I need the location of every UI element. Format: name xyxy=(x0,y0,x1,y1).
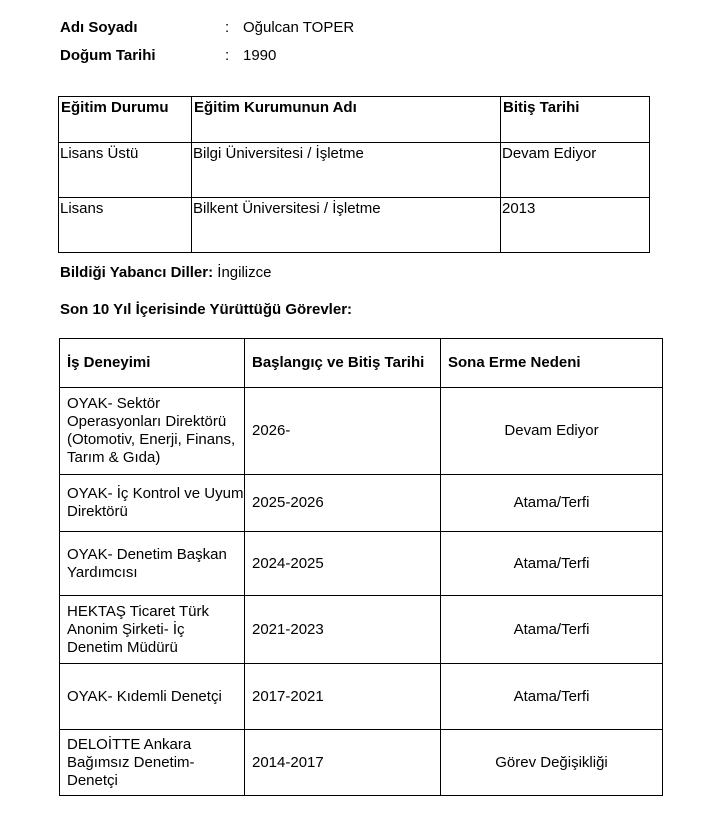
table-row xyxy=(60,532,663,596)
experience-job-cell: OYAK- Denetim Başkan Yardımcısı xyxy=(60,532,245,596)
table-row xyxy=(60,388,663,475)
experience-header-dates: Başlangıç ve Bitiş Tarihi xyxy=(245,339,441,388)
experience-job-cell: DELOİTTE Ankara Bağımsız Denetim- Denetçi xyxy=(60,730,245,796)
experience-job-cell: OYAK- İç Kontrol ve Uyum Direktörü xyxy=(60,475,245,532)
education-status-cell: Lisans xyxy=(59,198,192,253)
table-row xyxy=(59,143,650,198)
education-end-date-cell: Devam Ediyor xyxy=(501,143,650,198)
experience-dates-cell: 2025-2026 xyxy=(245,475,441,532)
languages-value: İngilizce xyxy=(217,264,272,281)
experience-job-cell: OYAK- Sektör Operasyonları Direktörü (Otomotiv, Enerji, Finans, Tarım & Gıda) xyxy=(60,388,245,475)
education-header-status: Eğitim Durumu xyxy=(59,97,192,143)
birth-value: 1990 xyxy=(243,47,277,64)
experience-job-cell: HEKTAŞ Ticaret Türk Anonim Şirketi- İç Denetim Müdürü xyxy=(60,596,245,664)
experience-header-reason: Sona Erme Nedeni xyxy=(441,339,663,388)
experience-reason-cell: Atama/Terfi xyxy=(441,475,663,532)
experience-header-job: İş Deneyimi xyxy=(60,339,245,388)
experience-reason-cell: Atama/Terfi xyxy=(441,664,663,730)
experience-reason-cell: Atama/Terfi xyxy=(441,532,663,596)
education-header-end-date: Bitiş Tarihi xyxy=(501,97,650,143)
experience-dates-cell: 2014-2017 xyxy=(245,730,441,796)
languages-label: Bildiği Yabancı Diller: xyxy=(60,264,214,281)
experience-header-row xyxy=(60,339,663,388)
experience-title: Son 10 Yıl İçerisinde Yürüttüğü Görevler: xyxy=(60,301,353,318)
experience-dates-cell: 2021-2023 xyxy=(245,596,441,664)
experience-reason-cell: Atama/Terfi xyxy=(441,596,663,664)
experience-reason-cell: Görev Değişikliği xyxy=(441,730,663,796)
birth-label: Doğum Tarihi xyxy=(60,47,156,64)
experience-table xyxy=(59,338,663,796)
experience-dates-cell: 2024-2025 xyxy=(245,532,441,596)
education-institution-cell: Bilgi Üniversitesi / İşletme xyxy=(192,143,501,198)
education-status-cell: Lisans Üstü xyxy=(59,143,192,198)
education-header-institution: Eğitim Kurumunun Adı xyxy=(192,97,501,143)
name-value: Oğulcan TOPER xyxy=(243,19,355,36)
education-header-row xyxy=(59,97,650,143)
name-label: Adı Soyadı xyxy=(60,19,138,36)
table-row xyxy=(60,475,663,532)
languages-line xyxy=(60,263,271,283)
table-row xyxy=(60,730,663,796)
experience-dates-cell: 2026- xyxy=(245,388,441,475)
table-row xyxy=(59,198,650,253)
education-institution-cell: Bilkent Üniversitesi / İşletme xyxy=(192,198,501,253)
birth-colon: : xyxy=(225,47,230,64)
name-colon: : xyxy=(225,19,230,36)
experience-reason-cell: Devam Ediyor xyxy=(441,388,663,475)
table-row xyxy=(60,596,663,664)
table-row xyxy=(60,664,663,730)
education-end-date-cell: 2013 xyxy=(501,198,650,253)
experience-dates-cell: 2017-2021 xyxy=(245,664,441,730)
experience-job-cell: OYAK- Kıdemli Denetçi xyxy=(60,664,245,730)
education-table xyxy=(58,96,650,253)
